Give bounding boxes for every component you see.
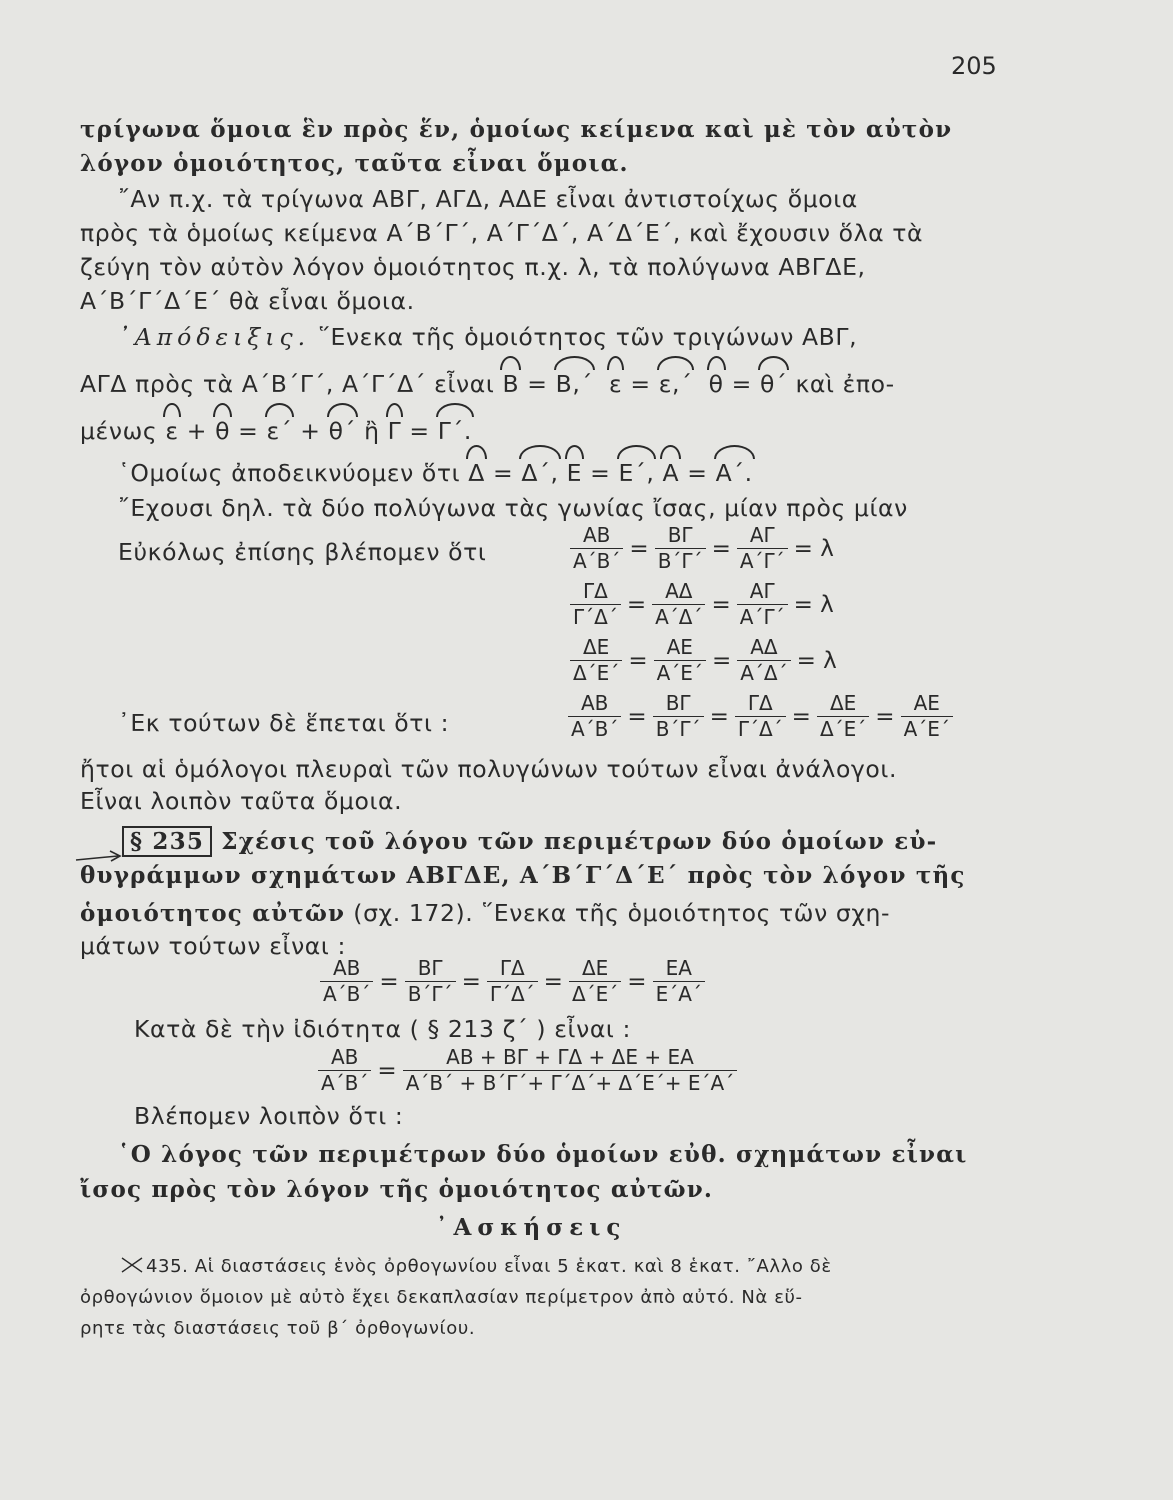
text-line: Εὐκόλως ἐπίσης βλέπομεν ὅτι [118,538,487,566]
angle-sum-line: μένως ε + θ = ε΄ + θ΄ ἢ Γ = Γ΄. [80,417,472,445]
text-line: ῎Εχουσι δηλ. τὰ δύο πολύγωνα τὰς γωνίας ἴσας, μίαν πρὸς μίαν [118,494,908,522]
text-line: ἤτοι αἱ ὁμόλογοι πλευραὶ τῶν πολυγώνων τούτων εἶναι ἀνάλογοι. [80,755,898,783]
text-line: ζεύγη τὸν αὐτὸν λόγον ὁμοιότητος π.χ. λ, τὰ πολύγωνα ΑΒΓΔΕ, [80,253,866,281]
perimeter-equation: $\frac{AB}{A΄B΄}$ = $\frac{AB + B\Gamma + \Gamma\Delta + \Delta E + EA}{A΄B΄ + B΄\Gamma΄+ \Gamma΄\Delta΄+ \Delta΄E΄+ E΄A΄}$ [316,1046,739,1095]
text-line: πρὸς τὰ ὁμοίως κείμενα Α΄Β΄Γ΄, Α΄Γ΄Δ΄, Α΄Δ΄Ε΄, καὶ ἔχουσιν ὅλα τὰ [80,219,924,247]
theorem-line: ῾Ο λόγος τῶν περιμέτρων δύο ὁμοίων εὐθ. σχημάτων εἶναι [118,1141,968,1168]
text-line: Βλέπομεν λοιπὸν ὅτι : [134,1102,404,1130]
ratio-equation-row3: $\frac{\Delta E}{\Delta΄E΄}$ = $\frac{AE}{A΄E΄}$ = $\frac{A\Delta}{A΄\Delta΄}$ = λ [568,636,841,685]
angle-equalities-line-2: ῾Ομοίως ἀποδεικνύομεν ὅτι Δ = Δ΄, Ε = Ε΄, Α = Α΄. [118,459,753,487]
ratio-equation-row5: $\frac{AB}{A΄B΄}$ = $\frac{B\Gamma}{B΄\Gamma΄}$ = $\frac{\Gamma\Delta}{\Gamma΄\Delta΄}$ = $\frac{\Delta E}{\Delta΄E΄}$ = $\frac{EA}{E΄A΄}$ [318,957,707,1006]
section-number: § 235 [122,826,212,857]
exercise-text: 435. Αἱ διαστάσεις ἑνὸς ὀρθογωνίου εἶναι 5 ἑκατ. καὶ 8 ἑκατ. ῎Αλλο δὲ [146,1256,832,1277]
section-title: θυγράμμων σχημάτων ΑΒΓΔΕ, Α΄Β΄Γ΄Δ΄Ε΄ πρὸς τὸν λόγον τῆς [80,862,966,889]
section-heading-line [122,830,937,853]
proof-line [118,323,858,351]
theorem-line: ἴσος πρὸς τὸν λόγον τῆς ὁμοιότητος αὐτῶν. [80,1176,714,1203]
exercise-text: ρητε τὰς διαστάσεις τοῦ β΄ ὀρθογωνίου. [80,1318,476,1339]
text-line: ᾿Εκ τούτων δὲ ἕπεται ὅτι : [118,709,450,737]
angle-equalities-line: ΑΓΔ πρὸς τὰ Α΄Β΄Γ΄, Α΄Γ΄Δ΄ εἶναι Β = Β,΄ ε = ε,΄ θ = θ΄ καὶ ἐπο- [80,370,895,398]
text-line: ὁμοιότητος αὐτῶν (σχ. 172). ῞Ενεκα τῆς ὁμοιότητος τῶν σχη- [80,899,891,927]
proof-label: ᾿Απόδειξις. [118,323,311,351]
ratio-equation-row4: $\frac{AB}{A΄B΄}$ = $\frac{B\Gamma}{B΄\Gamma΄}$ = $\frac{\Gamma\Delta}{\Gamma΄\Delta΄}$ = $\frac{\Delta E}{\Delta΄E΄}$ = $\frac{AE}{A΄E΄}$ [566,692,955,741]
section-title: Σχέσις τοῦ λόγου τῶν περιμέτρων δύο ὁμοίων εὐ- [221,828,938,855]
text-line: λόγον ὁμοιότητος, ταῦτα εἶναι ὅμοια. [80,150,629,177]
text-line: Α΄Β΄Γ΄Δ΄Ε΄ θὰ εἶναι ὅμοια. [80,287,415,315]
text-line: ῞Ενεκα τῆς ὁμοιότητος τῶν τριγώνων ΑΒΓ, [318,323,858,351]
text-line: ῎Αν π.χ. τὰ τρίγωνα ΑΒΓ, ΑΓΔ, ΑΔΕ εἶναι ἀντιστοίχως ὅμοια [118,185,858,213]
text-line: μάτων τούτων εἶναι : [80,932,347,960]
exercises-title: ᾿Ασκήσεις [436,1214,627,1241]
text-line: Κατὰ δὲ τὴν ἰδιότητα ( § 213 ζ΄ ) εἶναι : [134,1015,632,1043]
ratio-equation-row1: $\frac{AB}{A΄B΄}$ = $\frac{B\Gamma}{B΄\Gamma΄}$ = $\frac{A\Gamma}{A΄\Gamma΄}$ = λ [568,524,838,573]
exercise-mark-icon [118,1254,146,1276]
page-number: 205 [951,52,997,80]
exercise-text: ὀρθογώνιον ὅμοιον μὲ αὐτὸ ἔχει δεκαπλασίαν περίμετρον ἀπὸ αὐτό. Νὰ εὕ- [80,1287,803,1308]
text-line: Εἶναι λοιπὸν ταῦτα ὅμοια. [80,787,403,815]
ratio-equation-row2: $\frac{\Gamma\Delta}{\Gamma΄\Delta΄}$ = $\frac{A\Delta}{A΄\Delta΄}$ = $\frac{A\Gamma}{A΄\Gamma΄}$ = λ [568,580,838,629]
text-line: τρίγωνα ὅμοια ἓν πρὸς ἕν, ὁμοίως κείμενα καὶ μὲ τὸν αὐτὸν [80,116,953,143]
